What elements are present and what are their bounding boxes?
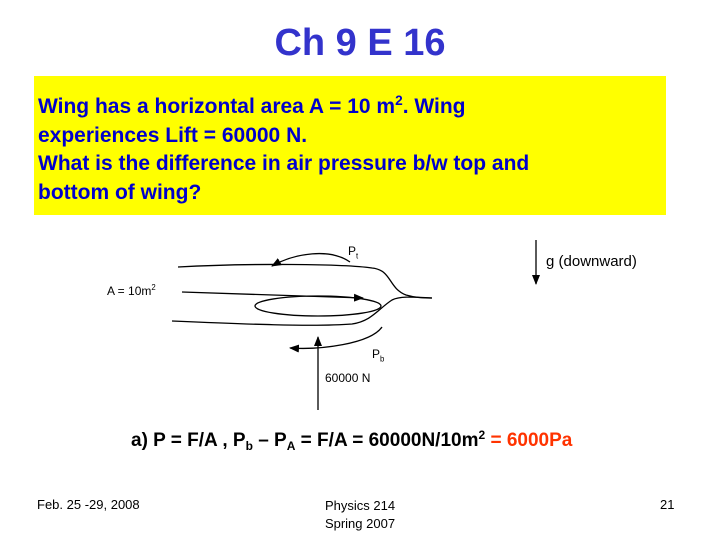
footer-page-number: 21 xyxy=(660,497,675,512)
footer-course-line-2: Spring 2007 xyxy=(324,516,396,531)
answer-minus: – P xyxy=(252,430,287,451)
pressure-top-label xyxy=(348,244,358,260)
slide-title: Ch 9 E 16 xyxy=(274,22,446,64)
answer-subscript-b: b xyxy=(245,439,253,453)
answer-equation xyxy=(131,428,572,453)
area-label-text: A = 10m xyxy=(107,284,152,298)
problem-line-4: bottom of wing? xyxy=(38,180,202,204)
answer-equals: = xyxy=(485,430,507,451)
area-label xyxy=(107,283,156,298)
bottom-airflow-arrow xyxy=(172,297,432,325)
wing-ellipse xyxy=(255,296,381,316)
gravity-label: g (downward) xyxy=(546,253,637,270)
problem-line-1-text: Wing has a horizontal area A = 10 m xyxy=(38,95,396,118)
lower-airflow-arrow xyxy=(290,327,382,348)
pressure-bottom-subscript: b xyxy=(380,354,385,364)
pressure-top-main: P xyxy=(348,244,357,258)
answer-result: 6000Pa xyxy=(506,430,573,451)
answer-superscript: 2 xyxy=(478,428,486,442)
pressure-bottom-label xyxy=(372,347,384,363)
footer-course-line-1: Physics 214 xyxy=(324,498,396,513)
answer-middle: = F/A = 60000N/10m xyxy=(295,430,479,451)
lift-label: 60000 N xyxy=(325,371,371,385)
problem-line-1-superscript: 2 xyxy=(395,93,403,108)
problem-line-2: experiences Lift = 60000 N. xyxy=(38,123,308,147)
answer-prefix: a) P = F/A , P xyxy=(131,430,246,451)
answer-subscript-a: A xyxy=(286,439,296,453)
problem-line-1-tail: . Wing xyxy=(402,95,466,118)
footer-date: Feb. 25 -29, 2008 xyxy=(37,497,140,512)
pressure-bottom-main: P xyxy=(372,347,381,361)
area-label-superscript: 2 xyxy=(151,283,156,292)
problem-line-3: What is the difference in air pressure b/w top and xyxy=(38,152,530,175)
footer-course xyxy=(300,497,420,533)
airflow-arrow xyxy=(182,292,363,298)
pressure-top-subscript: t xyxy=(356,251,359,261)
